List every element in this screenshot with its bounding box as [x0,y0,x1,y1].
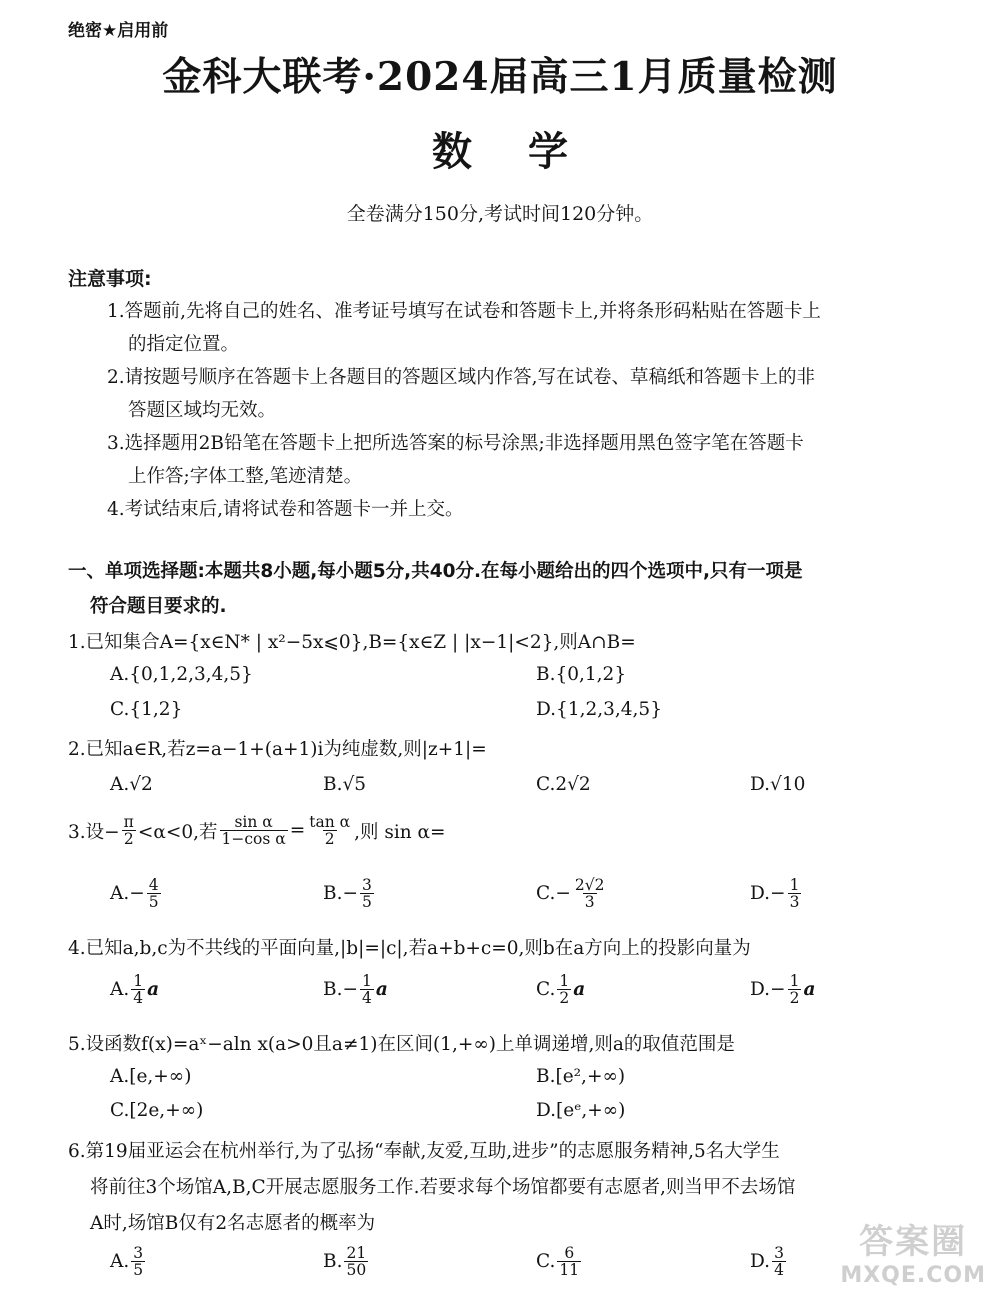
q3-d-den: 3 [789,893,800,912]
q4-b-num: 1 [361,972,372,990]
q6-d-num: 3 [774,1244,784,1262]
q3-c-den: 3 [584,893,595,912]
q4-option-b [323,973,388,1007]
q3-pi-over-2-fraction [122,814,136,848]
q1-option-c: C.{1,2} [110,699,183,720]
q3-stem-suffix: ,则 sin α= [354,821,446,843]
q6-a-den: 5 [133,1261,144,1280]
q6-stem-line-1: 6.第19届亚运会在杭州举行,为了弘扬“奉献,友爱,互助,进步”的志愿服务精神,5名大学生 [68,1141,780,1162]
q1-stem: 1.已知集合A={x∈N* | x²−5x⩽0},B={x∈Z | |x−1|<2},则A∩B= [68,632,636,653]
q4-stem: 4.已知a,b,c为不共线的平面向量,|b|=|c|,若a+b+c=0,则b在a方向上的投影向量为 [68,938,751,959]
q4-option-b-label: B.− [323,979,358,1001]
q3-two: 2 [123,830,134,849]
q4-b-den: 4 [361,989,372,1008]
q3-option-a-fraction [147,877,161,911]
q4-option-d-vector: a [803,979,816,1001]
q1-option-a: A.{0,1,2,3,4,5} [110,664,253,685]
q4-c-den: 2 [559,989,570,1008]
q6-option-b [323,1245,370,1279]
q4-option-c-label: C. [536,979,556,1001]
q6-stem-line-3: A时,场馆B仅有2名志愿者的概率为 [90,1213,376,1234]
q6-option-c-label: C. [536,1251,556,1273]
q6-option-a [110,1245,147,1279]
q6-option-d-label: D. [750,1251,771,1273]
q2-option-a: A.√2 [110,774,153,795]
q4-option-c-vector: a [573,979,586,1001]
q3-option-d [750,877,803,911]
q4-a-num: 1 [133,972,144,990]
section-1-heading-cont: 符合题目要求的. [90,596,227,617]
note-2-line-1: 2.请按题号顺序在答题卡上各题目的答题区域内作答,写在试卷、草稿纸和答题卡上的非 [107,367,816,388]
exam-title: 金科大联考·2024届高三1月质量检测 [162,54,838,100]
q3-pi: π [123,813,134,831]
q6-c-den: 11 [559,1261,580,1280]
note-3-line-1: 3.选择题用2B铅笔在答题卡上把所选答案的标号涂黑;非选择题用黑色签字笔在答题卡 [107,433,804,454]
q3-d-num: 1 [789,876,800,894]
q4-d-num: 1 [789,972,800,990]
watermark [840,1214,986,1288]
q3-option-a-label: A.− [110,883,145,905]
note-3-line-2: 上作答;字体工整,笔迹清楚。 [128,466,363,487]
q3-option-b-label: B.− [323,883,358,905]
note-4-line-1: 4.考试结束后,请将试卷和答题卡一并上交。 [107,499,464,520]
q3-sin-denominator: 1−cos α [221,830,286,849]
q5-option-a: A.[e,+∞) [110,1066,192,1087]
notes-title: 注意事项: [68,268,152,290]
q6-option-b-fraction [344,1245,368,1279]
q3-a-den: 5 [148,893,159,912]
q4-option-a-vector: a [147,979,160,1001]
q4-option-b-fraction [360,973,374,1007]
q1-option-b: B.{0,1,2} [536,664,627,685]
q6-option-d [750,1245,788,1279]
q6-option-a-fraction [131,1245,145,1279]
q3-tan-numerator: tan α [309,813,351,831]
q3-equals: = [289,820,306,842]
q3-b-den: 5 [361,893,372,912]
watermark-url: MXQE.COM [840,1263,986,1288]
q3-a-num: 4 [148,876,159,894]
q3-tan-denominator: 2 [324,830,335,849]
note-1-line-1: 1.答题前,先将自己的姓名、准考证号填写在试卷和答题卡上,并将条形码粘贴在答题卡上 [107,301,821,322]
section-1-heading: 一、单项选择题:本题共8小题,每小题5分,共40分.在每小题给出的四个选项中,只有一项是 [68,561,803,582]
q2-option-c: C.2√2 [536,774,591,795]
q6-option-c-fraction [557,1245,581,1279]
q2-stem: 2.已知a∈R,若z=a−1+(a+1)i为纯虚数,则|z+1|= [68,739,487,760]
q3-stem-mid: <α<0,若 [137,821,218,843]
note-1-line-2: 的指定位置。 [128,334,240,355]
subject-title: 数学 [432,128,624,175]
q3-option-d-fraction [788,877,802,911]
q5-stem: 5.设函数f(x)=aˣ−aln x(a>0且a≠1)在区间(1,+∞)上单调递增,则a的取值范围是 [68,1034,735,1055]
q6-d-den: 4 [774,1261,784,1280]
q4-a-den: 4 [133,989,144,1008]
q6-option-d-fraction [772,1245,786,1279]
q3-option-d-label: D.− [750,883,786,905]
q4-option-c-fraction [557,973,571,1007]
q4-option-d-fraction [788,973,802,1007]
q6-option-c [536,1245,583,1279]
q2-option-b: B.√5 [323,774,367,795]
q3-option-b-fraction [360,877,374,911]
q6-option-a-label: A. [110,1251,130,1273]
q3-option-c-label: C.− [536,883,571,905]
q4-option-c [536,973,585,1007]
q3-c-num: 2√2 [574,876,605,894]
note-2-line-2: 答题区域均无效。 [128,400,277,421]
q4-c-num: 1 [559,972,570,990]
q3-option-a [110,877,163,911]
q6-stem-line-2: 将前往3个场馆A,B,C开展志愿服务工作.若要求每个场馆都要有志愿者,则当甲不去场馆 [90,1177,796,1198]
confidential-label: 绝密★启用前 [68,21,169,41]
q3-option-c [536,877,609,911]
q6-b-den: 50 [346,1261,367,1280]
watermark-logo: 答案圈 [859,1222,968,1262]
q5-option-d: D.[eᵉ,+∞) [536,1100,626,1121]
q4-option-a [110,973,159,1007]
q4-option-a-fraction [131,973,145,1007]
q3-option-c-fraction [573,877,607,911]
q2-option-d: D.√10 [750,774,806,795]
q3-sin-fraction [220,814,288,848]
q5-option-b: B.[e²,+∞) [536,1066,626,1087]
q3-sin-numerator: sin α [234,813,273,831]
q3-tan-fraction [307,814,352,848]
q3-stem [68,814,446,848]
q6-c-num: 6 [564,1244,575,1262]
q3-b-num: 3 [361,876,372,894]
q3-option-b [323,877,376,911]
q1-option-d: D.{1,2,3,4,5} [536,699,662,720]
q3-stem-prefix: 3.设− [68,821,120,843]
q6-a-num: 3 [133,1244,144,1262]
full-score-line: 全卷满分150分,考试时间120分钟。 [346,203,654,225]
q4-d-den: 2 [789,989,800,1008]
q6-option-b-label: B. [323,1251,343,1273]
q4-option-b-vector: a [375,979,388,1001]
q4-option-a-label: A. [110,979,130,1001]
q4-option-d-label: D.− [750,979,786,1001]
q5-option-c: C.[2e,+∞) [110,1100,204,1121]
q6-b-num: 21 [346,1244,367,1262]
q4-option-d [750,973,815,1007]
